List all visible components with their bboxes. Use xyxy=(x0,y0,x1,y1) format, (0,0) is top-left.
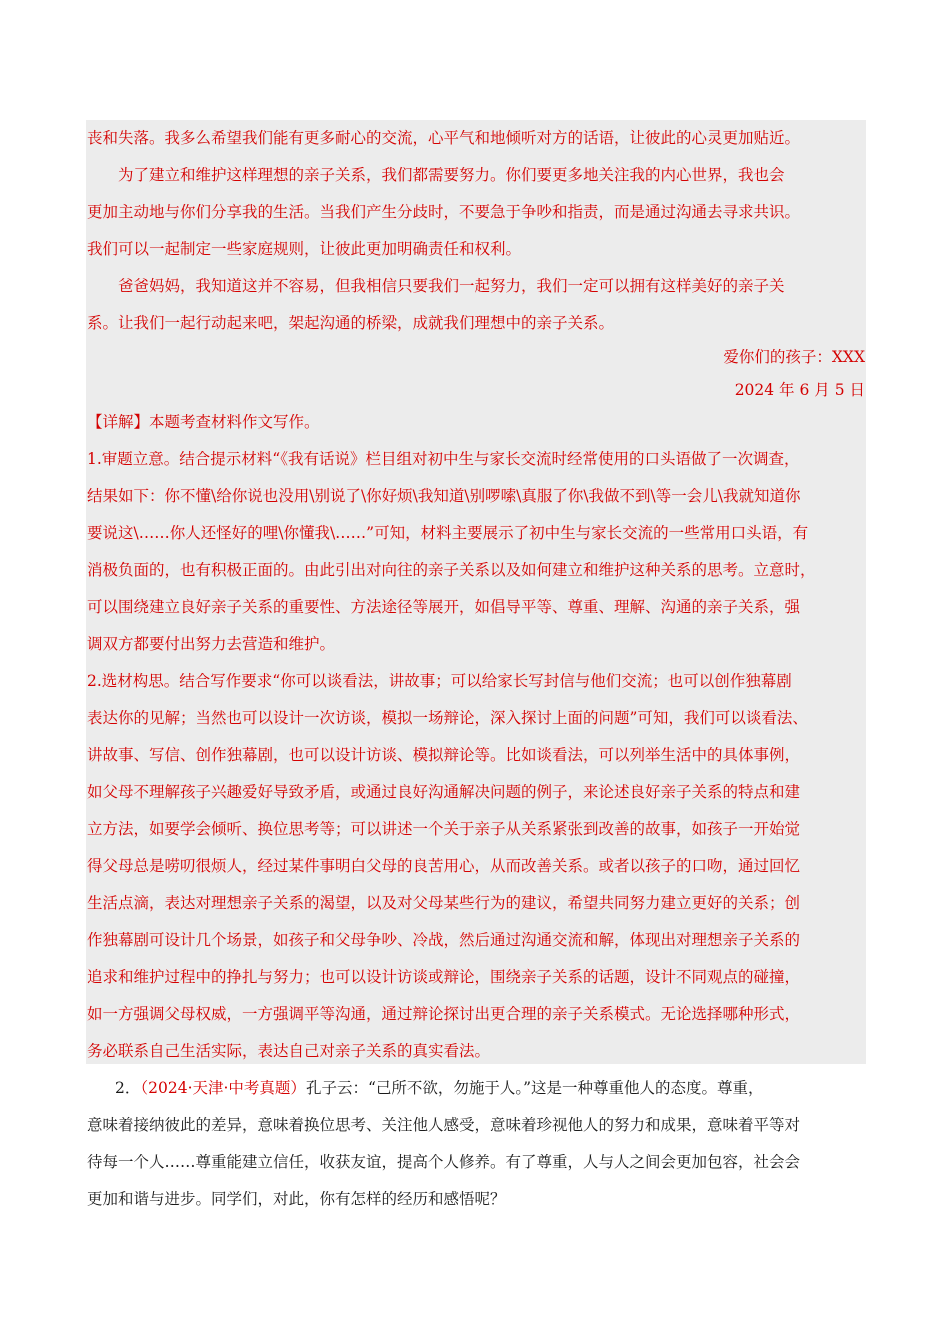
analysis-line: 作独幕剧可设计几个场景，如孩子和父母争吵、冷战，然后通过沟通交流和解，体现出对理想亲子关系的 xyxy=(87,931,801,949)
analysis-line: 讲故事、写信、创作独幕剧，也可以设计访谈、模拟辩论等。比如谈看法，可以列举生活中的具体事例， xyxy=(87,746,801,764)
analysis-line: 务必联系自己生活实际，表达自己对亲子关系的真实看法。 xyxy=(87,1042,491,1060)
question-2-line: 待每一个人……尊重能建立信任，收获友谊，提高个人修养。有了尊重，人与人之间会更加包容，社会会 xyxy=(87,1153,801,1171)
analysis-line: 立方法，如要学会倾听、换位思考等；可以讲述一个关于亲子从关系紧张到改善的故事，如孩子一开始觉 xyxy=(87,820,801,838)
analysis-line: 可以围绕建立良好亲子关系的重要性、方法途径等展开，如倡导平等、尊重、理解、沟通的亲子关系，强 xyxy=(87,598,801,616)
essay-line: 我们可以一起制定一些家庭规则，让彼此更加明确责任和权利。 xyxy=(87,240,522,258)
analysis-line: 如父母不理解孩子兴趣爱好导致矛盾，或通过良好沟通解决问题的例子，来论述良好亲子关系的特点和建 xyxy=(87,783,801,801)
essay-line: 系。让我们一起行动起来吧，架起沟通的桥梁，成就我们理想中的亲子关系。 xyxy=(87,314,615,332)
essay-line: 丧和失落。我多么希望我们能有更多耐心的交流，心平气和地倾听对方的话语，让彼此的心灵更加贴近。 xyxy=(87,129,801,147)
analysis-line: 消极负面的，也有积极正面的。由此引出对向往的亲子关系以及如何建立和维护这种关系的思考。立意时， xyxy=(87,561,816,579)
analysis-line: 得父母总是唠叨很烦人，经过某件事明白父母的良苦用心，从而改善关系。或者以孩子的口吻，通过回忆 xyxy=(87,857,801,875)
analysis-line: 1.审题立意。结合提示材料“《我有话说》栏目组对初中生与家长交流时经常使用的口头语做了一次调查， xyxy=(87,450,800,468)
essay-date: 2024 年 6 月 5 日 xyxy=(734,381,865,399)
analysis-line: 追求和维护过程中的挣扎与努力；也可以设计访谈或辩论，围绕亲子关系的话题，设计不同观点的碰撞， xyxy=(87,968,801,986)
essay-line: 爸爸妈妈，我知道这并不容易，但我相信只要我们一起努力，我们一定可以拥有这样美好的亲子关 xyxy=(87,277,785,295)
essay-signature: 爱你们的孩子：XXX xyxy=(723,348,865,366)
analysis-line: 表达你的见解；当然也可以设计一次访谈，模拟一场辩论，深入探讨上面的问题”可知，我们可以谈看法、 xyxy=(87,709,808,727)
analysis-line: 2.选材构思。结合写作要求“你可以谈看法，讲故事；可以给家长写封信与他们交流；也可以创作独幕剧 xyxy=(87,672,792,690)
analysis-line: 调双方都要付出努力去营造和维护。 xyxy=(87,635,336,653)
question-number: 2． xyxy=(115,1079,141,1097)
question-source: （2024·天津·中考真题） xyxy=(140,1079,306,1097)
analysis-line: 要说这\……你人还怪好的哩\你懂我\……”可知，材料主要展示了初中生与家长交流的一些常用口头语，有 xyxy=(87,524,809,542)
question-2-line: 更加和谐与进步。同学们，对此，你有怎样的经历和感悟呢？ xyxy=(87,1190,506,1208)
question-text: 孔子云：“己所不欲，勿施于人。”这是一种尊重他人的态度。尊重， xyxy=(305,1079,764,1097)
analysis-line: 生活点滴，表达对理想亲子关系的渴望，以及对父母某些行为的建议，希望共同努力建立更好的关系；创 xyxy=(87,894,801,912)
essay-line: 更加主动地与你们分享我的生活。当我们产生分歧时，不要急于争吵和指责，而是通过沟通去寻求共识。 xyxy=(87,203,801,221)
question-2-line: 意味着接纳彼此的差异，意味着换位思考、关注他人感受，意味着珍视他人的努力和成果，意味着平等对 xyxy=(87,1116,801,1134)
analysis-line: 结果如下：你不懂\给你说也没用\别说了\你好烦\我知道\别啰嗦\真服了你\我做不到\等一会儿\我就知道你 xyxy=(87,487,801,505)
analysis-line: 如一方强调父母权威，一方强调平等沟通，通过辩论探讨出更合理的亲子关系模式。无论选择哪种形式， xyxy=(87,1005,801,1023)
question-2-intro xyxy=(115,1070,865,1107)
essay-line: 为了建立和维护这样理想的亲子关系，我们都需要努力。你们要更多地关注我的内心世界，我也会 xyxy=(87,166,785,184)
analysis-heading: 【详解】本题考查材料作文写作。 xyxy=(87,413,320,431)
